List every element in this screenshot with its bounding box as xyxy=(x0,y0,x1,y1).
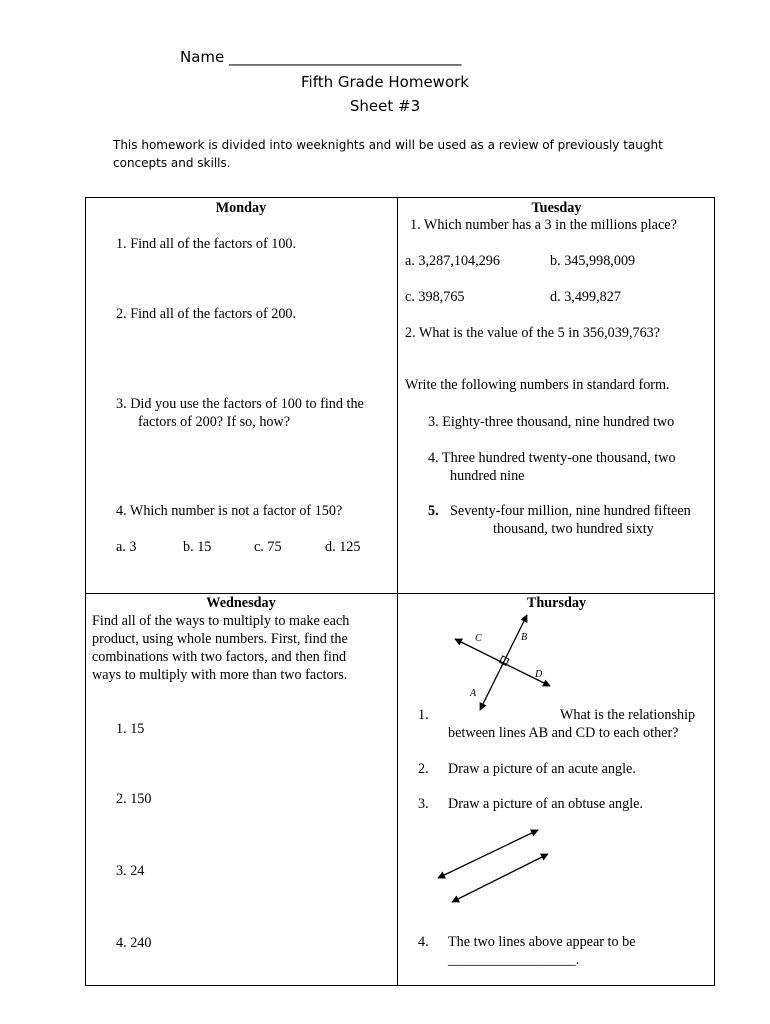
page-subtitle: Sheet #3 xyxy=(349,97,421,115)
thursday-question-1-line-2: between lines AB and CD to each other? xyxy=(448,725,679,741)
thursday-question-1-line-1: What is the relationship xyxy=(560,707,696,723)
tuesday-question-4-line-2: hundred nine xyxy=(450,468,525,484)
monday-choice-c: c. 75 xyxy=(254,539,282,555)
wednesday-heading: Wednesday xyxy=(206,595,276,611)
tuesday-question-5-line-1: Seventy-four million, nine hundred fifteen xyxy=(450,503,691,519)
perpendicular-lines-diagram xyxy=(440,612,560,712)
tuesday-heading: Tuesday xyxy=(531,200,582,216)
tuesday-question-5-line-2: thousand, two hundred sixty xyxy=(493,521,654,537)
monday-question-3-line-1: 3. Did you use the factors of 100 to find the xyxy=(116,396,364,412)
wednesday-item-3: 3. 24 xyxy=(116,863,145,879)
tuesday-question-5-number: 5. xyxy=(428,503,439,519)
monday-heading: Monday xyxy=(215,200,267,216)
tuesday-question-2: 2. What is the value of the 5 in 356,039,763? xyxy=(405,325,661,341)
wednesday-instruction-line-3: combinations with two factors, and then find xyxy=(92,649,347,665)
name-field-line[interactable]: Name _______________________________ xyxy=(180,48,462,66)
tuesday-question-1: 1. Which number has a 3 in the millions place? xyxy=(410,217,677,233)
thursday-heading: Thursday xyxy=(526,595,587,611)
wednesday-item-1: 1. 15 xyxy=(116,721,145,737)
monday-choice-b: b. 15 xyxy=(183,539,212,555)
thursday-question-3-number: 3. xyxy=(418,796,429,812)
monday-question-1: 1. Find all of the factors of 100. xyxy=(116,236,297,252)
thursday-question-2-number: 2. xyxy=(418,761,429,777)
monday-choice-d: d. 125 xyxy=(325,539,361,555)
wednesday-instruction-line-4: ways to multiply with more than two factors. xyxy=(92,667,348,683)
table-horizontal-divider xyxy=(85,593,715,594)
wednesday-instruction-line-1: Find all of the ways to multiply to make each xyxy=(92,613,350,629)
monday-choice-a: a. 3 xyxy=(116,539,137,555)
thursday-question-2: Draw a picture of an acute angle. xyxy=(448,761,636,777)
label-b: B xyxy=(521,632,528,643)
thursday-question-4-number: 4. xyxy=(418,934,429,950)
page-title: Fifth Grade Homework xyxy=(301,73,469,91)
wednesday-item-4: 4. 240 xyxy=(116,935,152,951)
monday-question-4: 4. Which number is not a factor of 150? xyxy=(116,503,343,519)
monday-question-2: 2. Find all of the factors of 200. xyxy=(116,306,297,322)
tuesday-question-3: 3. Eighty-three thousand, nine hundred two xyxy=(428,414,675,430)
thursday-question-3: Draw a picture of an obtuse angle. xyxy=(448,796,644,812)
tuesday-choice-a: a. 3,287,104,296 xyxy=(405,253,500,269)
label-a: A xyxy=(470,688,477,699)
label-c: C xyxy=(475,633,482,644)
intro-text: This homework is divided into weeknights and will be used as a review of previously taught concepts and skills. xyxy=(113,138,663,170)
tuesday-instruction: Write the following numbers in standard form. xyxy=(405,377,670,393)
monday-question-3-line-2: factors of 200? If so, how? xyxy=(138,414,291,430)
tuesday-choice-c: c. 398,765 xyxy=(405,289,465,305)
parallel-line-lower xyxy=(452,854,548,902)
thursday-question-1-number: 1. xyxy=(418,707,429,723)
tuesday-choice-d: d. 3,499,827 xyxy=(550,289,621,305)
table-vertical-divider xyxy=(397,197,398,986)
tuesday-choice-b: b. 345,998,009 xyxy=(550,253,636,269)
parallel-line-upper xyxy=(438,830,538,878)
wednesday-item-2: 2. 150 xyxy=(116,791,152,807)
label-d: D xyxy=(535,669,543,680)
thursday-question-4-answer-blank[interactable]: __________________. xyxy=(448,952,580,968)
parallel-lines-diagram xyxy=(430,820,560,910)
tuesday-question-4-line-1: 4. Three hundred twenty-one thousand, two xyxy=(428,450,676,466)
thursday-question-4-line-1: The two lines above appear to be xyxy=(448,934,636,950)
wednesday-instruction-line-2: product, using whole numbers. First, find the xyxy=(92,631,348,647)
